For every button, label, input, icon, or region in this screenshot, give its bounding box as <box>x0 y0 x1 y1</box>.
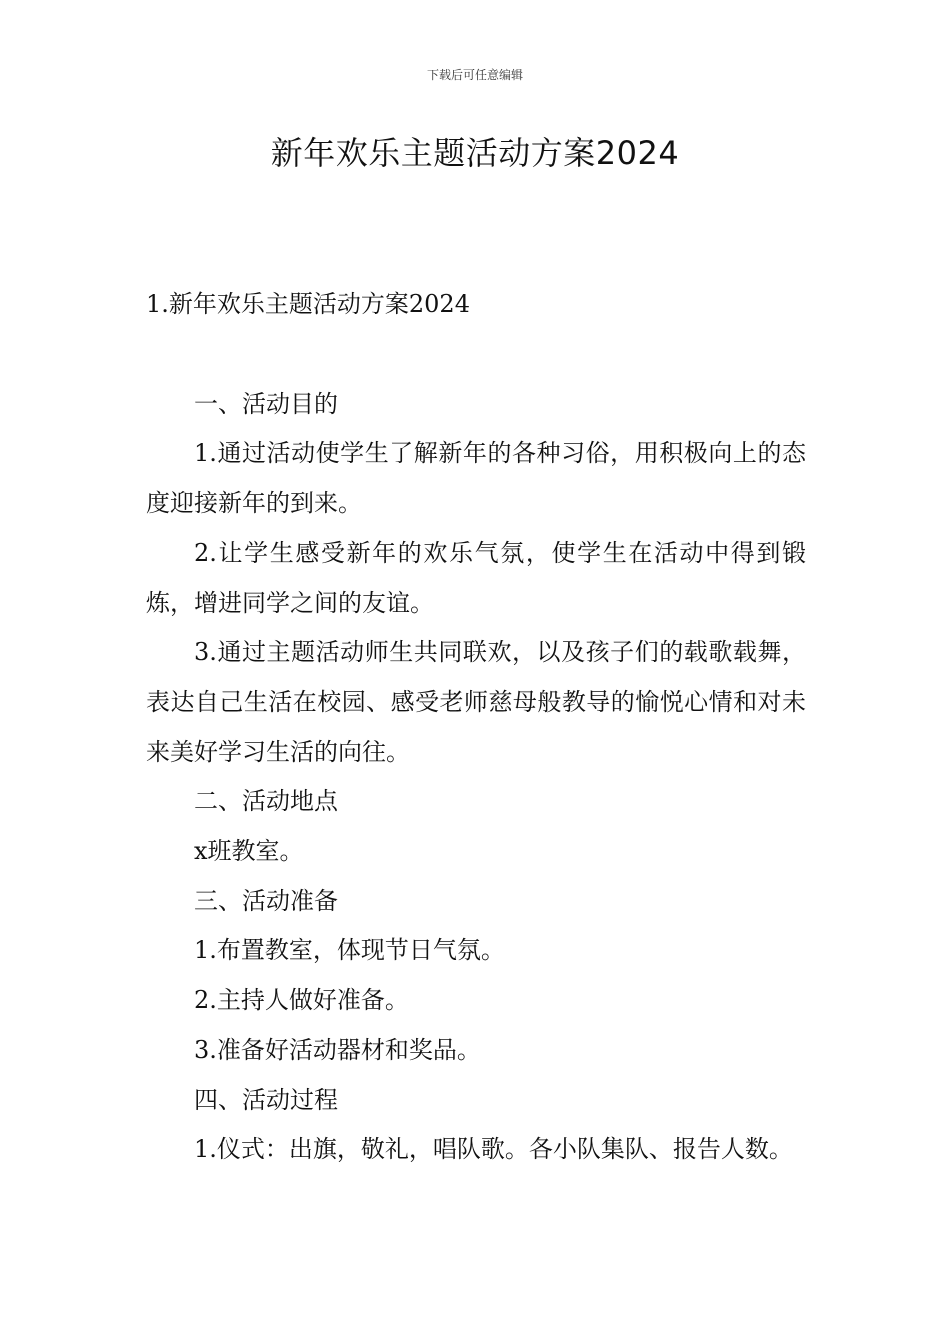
heading-preparation: 三、活动准备 <box>194 886 338 915</box>
preparation-item-3: 3.准备好活动器材和奖品。 <box>194 1035 481 1064</box>
purpose-item-2: 2.让学生感受新年的欢乐气氛，使学生在活动中得到锻炼，增进同学之间的友谊。 <box>146 538 806 617</box>
purpose-item-1: 1.通过活动使学生了解新年的各种习俗，用积极向上的态度迎接新年的到来。 <box>146 439 806 518</box>
document-body <box>146 280 806 1175</box>
heading-process: 四、活动过程 <box>194 1085 338 1114</box>
document-title: 新年欢乐主题活动方案2024 <box>270 134 680 172</box>
preparation-item-2: 2.主持人做好准备。 <box>194 986 409 1015</box>
spacer <box>146 330 806 380</box>
purpose-item-3: 3.通过主题活动师生共同联欢，以及孩子们的载歌载舞，表达自己生活在校园、感受老师慈母般教导的愉悦心情和对未来美好学习生活的向往。 <box>146 638 806 766</box>
header-note: 下载后可任意编辑 <box>426 68 523 82</box>
heading-purpose: 一、活动目的 <box>194 389 338 418</box>
section-subtitle: 1.新年欢乐主题活动方案2024 <box>146 290 470 318</box>
heading-location: 二、活动地点 <box>194 787 338 816</box>
location-text: x班教室。 <box>194 837 304 866</box>
preparation-item-1: 1.布置教室，体现节日气氛。 <box>194 936 505 965</box>
process-item-1: 1.仪式：出旗，敬礼，唱队歌。各小队集队、报告人数。 <box>194 1135 793 1164</box>
